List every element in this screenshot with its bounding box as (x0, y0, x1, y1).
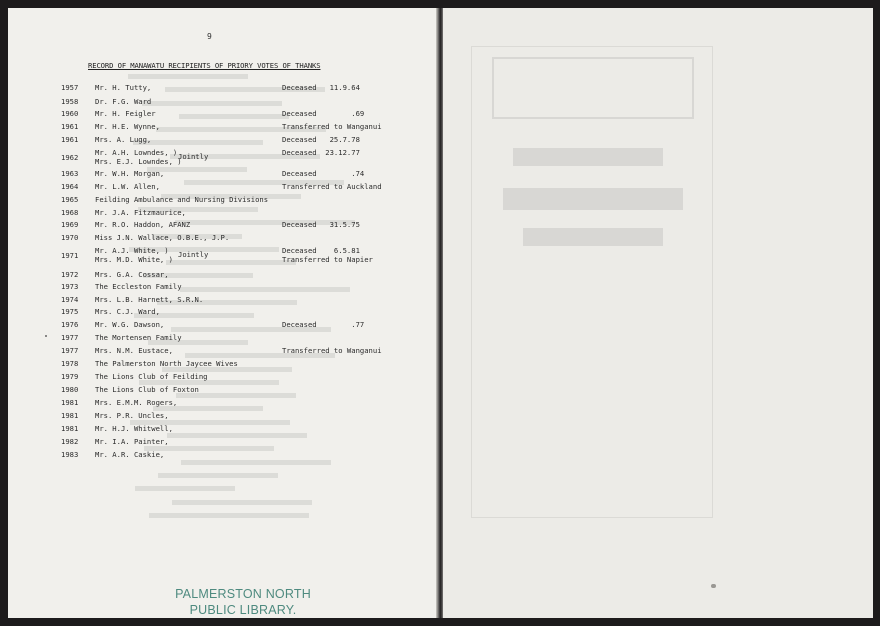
record-name: The Mortensen Family (95, 333, 182, 342)
record-year: 1973 (61, 282, 79, 291)
page-speck (711, 584, 716, 588)
record-name: Mr. R.O. Haddon, AFANZ (95, 220, 191, 229)
record-name: Mr. H.E. Wynne, (95, 122, 160, 131)
record-name: The Lions Club of Foxton (95, 385, 199, 394)
stamp-line-2: PUBLIC LIBRARY. (189, 603, 297, 617)
record-year: 1964 (61, 182, 79, 191)
record-year: 1981 (61, 411, 79, 420)
ink-dot (45, 335, 47, 337)
record-name: Mr. A.J. White, ) (95, 246, 169, 255)
record-note: Transferred to Wanganui (282, 122, 382, 131)
stamp-line-1: PALMERSTON NORTH (175, 587, 311, 601)
record-name: The Palmerston North Jaycee Wives (95, 359, 238, 368)
record-note: Deceased .74 (282, 169, 365, 178)
record-name: Miss J.N. Wallace, O.B.E., J.P. (95, 233, 230, 242)
record-name: Mr. H. Tutty, (95, 83, 152, 92)
page-title: RECORD OF MANAWATU RECIPIENTS OF PRIORY VOTES OF THANKS (88, 61, 321, 70)
record-name: Mr. W.H. Morgan, (95, 169, 165, 178)
record-note: Transferred to Wanganui (282, 346, 382, 355)
record-name: Dr. F.G. Ward (95, 97, 152, 106)
record-year: 1962 (61, 153, 79, 162)
record-name: The Eccleston Family (95, 282, 182, 291)
record-note: Deceased 31.5.75 (282, 220, 360, 229)
record-name: Mrs. A. Lugg, (95, 135, 152, 144)
record-name-second: Mrs. M.D. White, ) (95, 255, 173, 264)
record-note: Deceased 6.5.81 (282, 246, 360, 255)
page-number: 9 (207, 32, 212, 41)
record-year: 1975 (61, 307, 79, 316)
library-stamp (168, 586, 318, 618)
record-note-second: Transferred to Napier (282, 255, 373, 264)
record-year: 1968 (61, 208, 79, 217)
record-name: Mrs. G.A. Cossar, (95, 270, 169, 279)
jointly-label: Jointly (178, 250, 209, 259)
record-name: Mr. J.A. Fitzmaurice, (95, 208, 186, 217)
record-year: 1961 (61, 122, 79, 131)
record-note: Deceased .77 (282, 320, 365, 329)
record-note: Deceased .69 (282, 109, 365, 118)
jointly-label: Jointly (178, 152, 209, 161)
record-name: Mr. L.W. Allen, (95, 182, 160, 191)
record-year: 1980 (61, 385, 79, 394)
record-name: Feilding Ambulance and Nursing Divisions (95, 195, 269, 204)
record-year: 1974 (61, 295, 79, 304)
record-year: 1957 (61, 83, 79, 92)
record-year: 1979 (61, 372, 79, 381)
record-year: 1982 (61, 437, 79, 446)
record-name: Mr. I.A. Painter, (95, 437, 169, 446)
record-year: 1960 (61, 109, 79, 118)
record-name-second: Mrs. E.J. Lowndes, ) (95, 157, 182, 166)
record-year: 1972 (61, 270, 79, 279)
record-year: 1983 (61, 450, 79, 459)
record-name: Mr. H. Feigler (95, 109, 156, 118)
record-year: 1981 (61, 398, 79, 407)
record-year: 1958 (61, 97, 79, 106)
record-name: Mrs. P.R. Uncles, (95, 411, 169, 420)
record-year: 1963 (61, 169, 79, 178)
record-name: Mrs. C.J. Ward, (95, 307, 160, 316)
records-list (8, 8, 438, 618)
record-year: 1976 (61, 320, 79, 329)
record-year: 1961 (61, 135, 79, 144)
record-year: 1969 (61, 220, 79, 229)
record-name: Mr. A.R. Caskie, (95, 450, 165, 459)
record-name: Mr. W.G. Dawson, (95, 320, 165, 329)
show-through-ghost (483, 48, 703, 278)
record-note: Deceased 25.7.78 (282, 135, 360, 144)
record-note: Deceased 11.9.64 (282, 83, 360, 92)
record-year: 1970 (61, 233, 79, 242)
record-year: 1978 (61, 359, 79, 368)
record-year: 1977 (61, 346, 79, 355)
record-year: 1965 (61, 195, 79, 204)
record-name: Mrs. N.M. Eustace, (95, 346, 173, 355)
record-name: Mrs. L.B. Harnett, S.R.N. (95, 295, 204, 304)
right-page (443, 8, 873, 618)
record-name: Mr. H.J. Whitwell, (95, 424, 173, 433)
record-note: Deceased 23.12.77 (282, 148, 360, 157)
record-name: Mr. A.H. Lowndes, ) (95, 148, 178, 157)
left-page (8, 8, 438, 618)
record-name: The Lions Club of Feilding (95, 372, 208, 381)
record-note: Transferred to Auckland (282, 182, 382, 191)
record-name: Mrs. E.M.M. Rogers, (95, 398, 178, 407)
record-year: 1981 (61, 424, 79, 433)
record-year: 1971 (61, 251, 79, 260)
record-year: 1977 (61, 333, 79, 342)
